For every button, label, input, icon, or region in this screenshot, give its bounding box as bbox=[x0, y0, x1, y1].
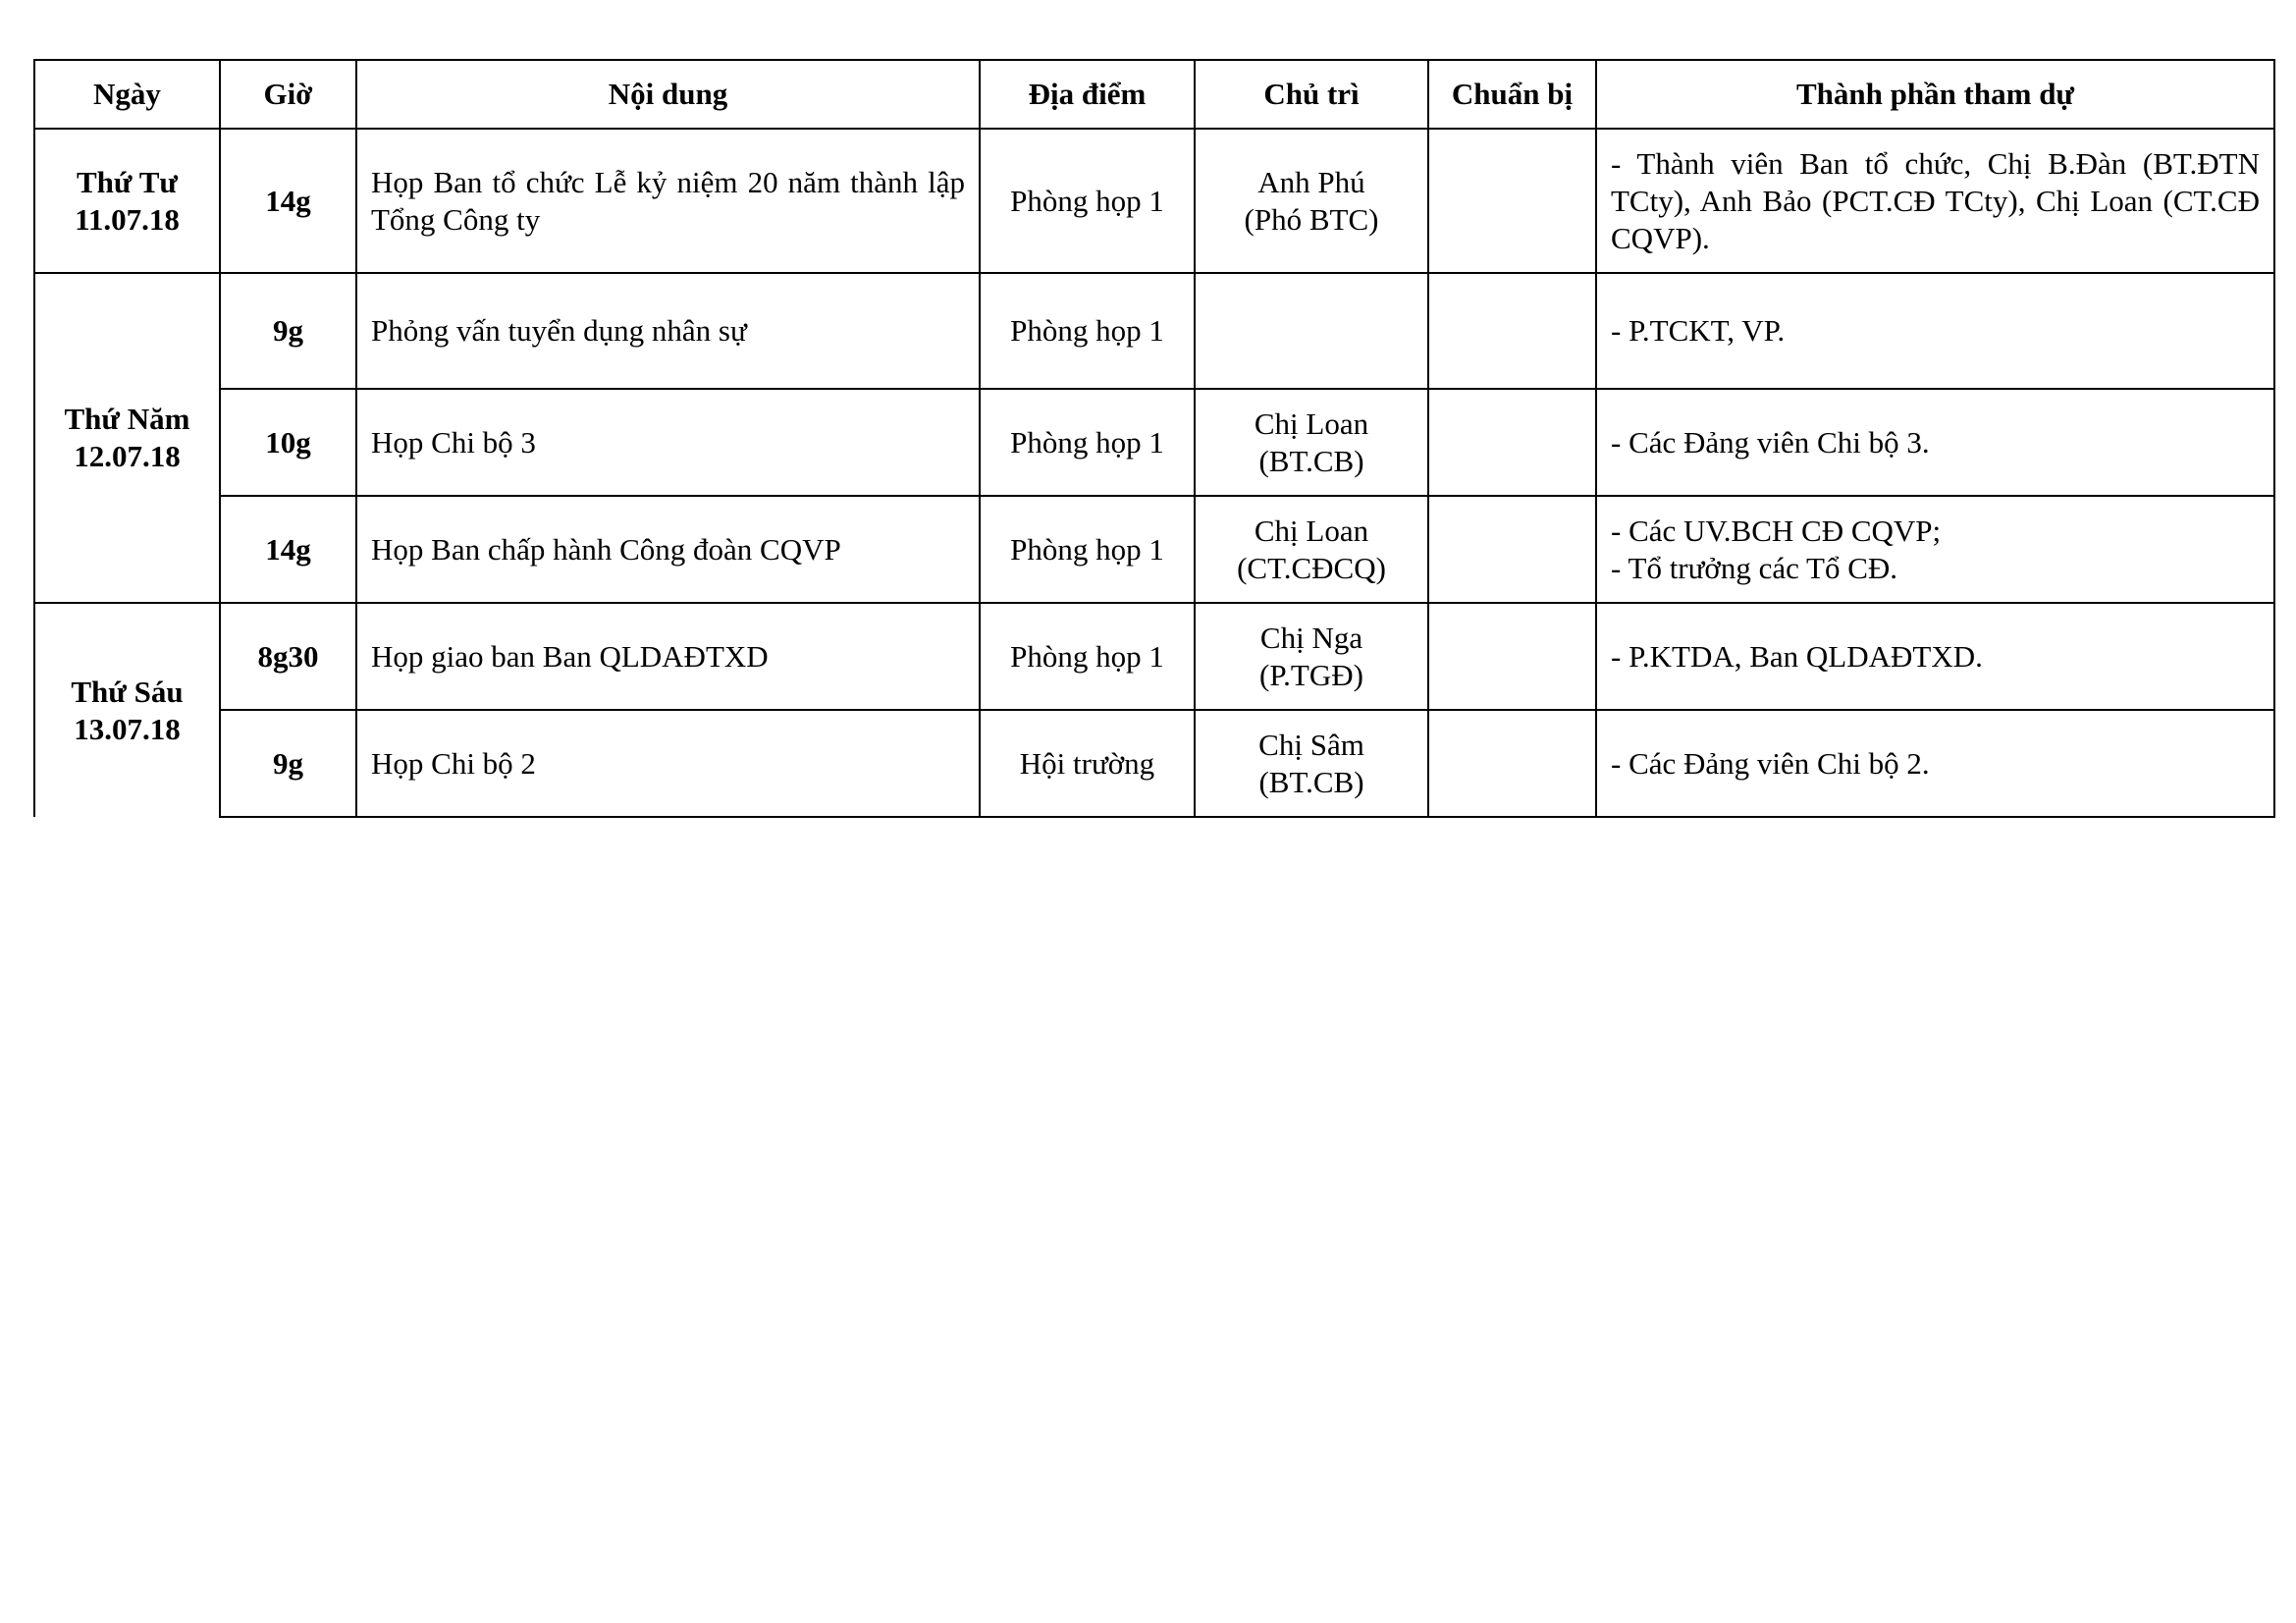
header-row bbox=[34, 60, 2274, 129]
prepare-cell bbox=[1428, 389, 1596, 496]
chair-title: (BT.CB) bbox=[1258, 764, 1364, 799]
content-cell: Họp Chi bộ 3 bbox=[356, 389, 980, 496]
content-cell: Họp giao ban Ban QLDAĐTXD bbox=[356, 603, 980, 710]
chair-name: Anh Phú bbox=[1257, 164, 1365, 199]
content-cell: Phỏng vấn tuyển dụng nhân sự bbox=[356, 273, 980, 389]
schedule-table bbox=[33, 59, 2275, 818]
chair-cell bbox=[1195, 710, 1428, 817]
content-cell: Họp Chi bộ 2 bbox=[356, 710, 980, 817]
header-attendees: Thành phần tham dự bbox=[1596, 60, 2274, 129]
chair-name: Chị Nga bbox=[1259, 620, 1363, 655]
content-cell: Họp Ban chấp hành Công đoàn CQVP bbox=[356, 496, 980, 603]
prepare-cell bbox=[1428, 273, 1596, 389]
attendees-cell: - P.TCKT, VP. bbox=[1596, 273, 2274, 389]
table-row bbox=[34, 129, 2274, 273]
location-cell: Phòng họp 1 bbox=[980, 389, 1195, 496]
day-weekday: Thứ Sáu bbox=[71, 674, 184, 709]
location-cell: Phòng họp 1 bbox=[980, 273, 1195, 389]
header-content: Nội dung bbox=[356, 60, 980, 129]
attendees-line: - Tổ trưởng các Tổ CĐ. bbox=[1611, 550, 1898, 585]
content-cell: Họp Ban tổ chức Lễ kỷ niệm 20 năm thành lập Tổng Công ty bbox=[356, 129, 980, 273]
day-date: 11.07.18 bbox=[75, 201, 180, 237]
chair-title: (BT.CB) bbox=[1258, 443, 1364, 478]
attendees-cell: - Các Đảng viên Chi bộ 3. bbox=[1596, 389, 2274, 496]
day-cell bbox=[34, 603, 220, 817]
prepare-cell bbox=[1428, 496, 1596, 603]
day-date: 12.07.18 bbox=[74, 439, 181, 473]
table-row bbox=[34, 603, 2274, 710]
location-cell: Phòng họp 1 bbox=[980, 603, 1195, 710]
table-row bbox=[34, 496, 2274, 603]
chair-title: (Phó BTC) bbox=[1244, 201, 1379, 237]
prepare-cell bbox=[1428, 710, 1596, 817]
location-cell: Hội trường bbox=[980, 710, 1195, 817]
chair-name: Chị Loan bbox=[1254, 406, 1369, 441]
time-cell: 9g bbox=[220, 273, 356, 389]
chair-name: Chị Sâm bbox=[1258, 727, 1364, 762]
chair-cell bbox=[1195, 389, 1428, 496]
day-date: 13.07.18 bbox=[74, 711, 181, 746]
header-location: Địa điểm bbox=[980, 60, 1195, 129]
attendees-cell: - Thành viên Ban tổ chức, Chị B.Đàn (BT.ĐTN TCty), Anh Bảo (PCT.CĐ TCty), Chị Loan (CT.CĐ CQVP). bbox=[1596, 129, 2274, 273]
attendees-cell bbox=[1596, 496, 2274, 603]
attendees-cell: - Các Đảng viên Chi bộ 2. bbox=[1596, 710, 2274, 817]
location-cell: Phòng họp 1 bbox=[980, 129, 1195, 273]
day-weekday: Thứ Năm bbox=[64, 402, 190, 436]
prepare-cell bbox=[1428, 129, 1596, 273]
day-cell bbox=[34, 129, 220, 273]
prepare-cell bbox=[1428, 603, 1596, 710]
chair-title: (P.TGĐ) bbox=[1259, 657, 1363, 692]
chair-cell bbox=[1195, 603, 1428, 710]
day-cell bbox=[34, 273, 220, 603]
header-chair: Chủ trì bbox=[1195, 60, 1428, 129]
day-weekday: Thứ Tư bbox=[77, 164, 178, 199]
time-cell: 8g30 bbox=[220, 603, 356, 710]
time-cell: 14g bbox=[220, 496, 356, 603]
table-row bbox=[34, 389, 2274, 496]
table-row bbox=[34, 710, 2274, 817]
chair-cell bbox=[1195, 273, 1428, 389]
header-prepare: Chuẩn bị bbox=[1428, 60, 1596, 129]
time-cell: 10g bbox=[220, 389, 356, 496]
chair-name: Chị Loan bbox=[1254, 513, 1369, 548]
chair-title: (CT.CĐCQ) bbox=[1237, 550, 1386, 585]
time-cell: 9g bbox=[220, 710, 356, 817]
attendees-cell: - P.KTDA, Ban QLDAĐTXD. bbox=[1596, 603, 2274, 710]
chair-cell bbox=[1195, 496, 1428, 603]
header-time: Giờ bbox=[220, 60, 356, 129]
header-day: Ngày bbox=[34, 60, 220, 129]
time-cell: 14g bbox=[220, 129, 356, 273]
attendees-line: - Các UV.BCH CĐ CQVP; bbox=[1611, 513, 1942, 548]
chair-cell bbox=[1195, 129, 1428, 273]
table-row bbox=[34, 273, 2274, 389]
location-cell: Phòng họp 1 bbox=[980, 496, 1195, 603]
